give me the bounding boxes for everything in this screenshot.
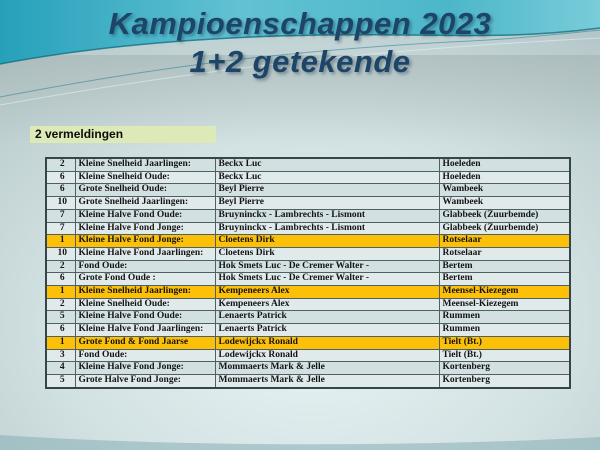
table-row [46, 158, 570, 171]
table-row [46, 222, 570, 235]
rank-cell: 6 [46, 324, 75, 337]
place-cell: Tielt (Bt.) [439, 336, 570, 349]
category-cell: Fond Oude: [75, 349, 215, 362]
place-cell: Kortenberg [439, 362, 570, 375]
place-cell: Rotselaar [439, 247, 570, 260]
rank-cell: 1 [46, 235, 75, 248]
name-cell: Cloetens Dirk [215, 247, 439, 260]
place-cell: Meensel-Kiezegem [439, 298, 570, 311]
rank-cell: 7 [46, 209, 75, 222]
table-row [46, 209, 570, 222]
table-row [46, 273, 570, 286]
name-cell: Beckx Luc [215, 158, 439, 171]
category-cell: Kleine Halve Fond Jonge: [75, 235, 215, 248]
table-row [46, 324, 570, 337]
title-line-1: Kampioenschappen 2023 [108, 6, 492, 41]
rank-cell: 6 [46, 273, 75, 286]
rank-cell: 5 [46, 374, 75, 387]
rank-cell: 6 [46, 184, 75, 197]
category-cell: Kleine Halve Fond Oude: [75, 209, 215, 222]
name-cell: Hok Smets Luc - De Cremer Walter - [215, 273, 439, 286]
rank-cell: 2 [46, 158, 75, 171]
place-cell: Glabbeek (Zuurbemde) [439, 222, 570, 235]
name-cell: Beckx Luc [215, 171, 439, 184]
name-cell: Mommaerts Mark & Jelle [215, 374, 439, 387]
place-cell: Rummen [439, 311, 570, 324]
place-cell: Glabbeek (Zuurbemde) [439, 209, 570, 222]
results-table [45, 157, 571, 389]
category-cell: Kleine Snelheid Jaarlingen: [75, 158, 215, 171]
name-cell: Lodewijckx Ronald [215, 336, 439, 349]
name-cell: Kempeneers Alex [215, 298, 439, 311]
category-cell: Grote Fond Oude : [75, 273, 215, 286]
name-cell: Bruyninckx - Lambrechts - Lismont [215, 222, 439, 235]
place-cell: Wambeek [439, 197, 570, 210]
title-line-2: 1+2 getekende [189, 44, 411, 79]
name-cell: Beyl Pierre [215, 197, 439, 210]
rank-cell: 6 [46, 171, 75, 184]
rank-cell: 3 [46, 349, 75, 362]
rank-cell: 1 [46, 286, 75, 299]
table-row [46, 311, 570, 324]
results-table-body [46, 158, 570, 388]
name-cell: Bruyninckx - Lambrechts - Lismont [215, 209, 439, 222]
table-row [46, 235, 570, 248]
place-cell: Tielt (Bt.) [439, 349, 570, 362]
note-badge: 2 vermeldingen [30, 126, 216, 143]
place-cell: Bertem [439, 273, 570, 286]
category-cell: Grote Fond & Fond Jaarse [75, 336, 215, 349]
rank-cell: 5 [46, 311, 75, 324]
name-cell: Mommaerts Mark & Jelle [215, 362, 439, 375]
category-cell: Grote Halve Fond Jonge: [75, 374, 215, 387]
table-row [46, 286, 570, 299]
rank-cell: 2 [46, 298, 75, 311]
place-cell: Rummen [439, 324, 570, 337]
name-cell: Kempeneers Alex [215, 286, 439, 299]
name-cell: Beyl Pierre [215, 184, 439, 197]
name-cell: Hok Smets Luc - De Cremer Walter - [215, 260, 439, 273]
category-cell: Grote Snelheid Oude: [75, 184, 215, 197]
category-cell: Kleine Halve Fond Jonge: [75, 362, 215, 375]
place-cell: Rotselaar [439, 235, 570, 248]
place-cell: Wambeek [439, 184, 570, 197]
table-row [46, 171, 570, 184]
category-cell: Kleine Halve Fond Jaarlingen: [75, 247, 215, 260]
name-cell: Lodewijckx Ronald [215, 349, 439, 362]
name-cell: Cloetens Dirk [215, 235, 439, 248]
category-cell: Kleine Snelheid Oude: [75, 298, 215, 311]
table-row [46, 184, 570, 197]
table-row [46, 197, 570, 210]
category-cell: Fond Oude: [75, 260, 215, 273]
rank-cell: 2 [46, 260, 75, 273]
table-row [46, 336, 570, 349]
table-row [46, 374, 570, 387]
category-cell: Kleine Snelheid Jaarlingen: [75, 286, 215, 299]
table-row [46, 362, 570, 375]
place-cell: Bertem [439, 260, 570, 273]
table-row [46, 247, 570, 260]
table-row [46, 260, 570, 273]
name-cell: Lenaerts Patrick [215, 311, 439, 324]
category-cell: Grote Snelheid Jaarlingen: [75, 197, 215, 210]
table-row [46, 349, 570, 362]
rank-cell: 1 [46, 336, 75, 349]
category-cell: Kleine Snelheid Oude: [75, 171, 215, 184]
slide-title [0, 5, 600, 81]
place-cell: Kortenberg [439, 374, 570, 387]
place-cell: Hoeleden [439, 171, 570, 184]
category-cell: Kleine Halve Fond Jonge: [75, 222, 215, 235]
category-cell: Kleine Halve Fond Oude: [75, 311, 215, 324]
place-cell: Meensel-Kiezegem [439, 286, 570, 299]
rank-cell: 10 [46, 197, 75, 210]
name-cell: Lenaerts Patrick [215, 324, 439, 337]
rank-cell: 7 [46, 222, 75, 235]
place-cell: Hoeleden [439, 158, 570, 171]
rank-cell: 4 [46, 362, 75, 375]
category-cell: Kleine Halve Fond Jaarlingen: [75, 324, 215, 337]
table-row [46, 298, 570, 311]
rank-cell: 10 [46, 247, 75, 260]
